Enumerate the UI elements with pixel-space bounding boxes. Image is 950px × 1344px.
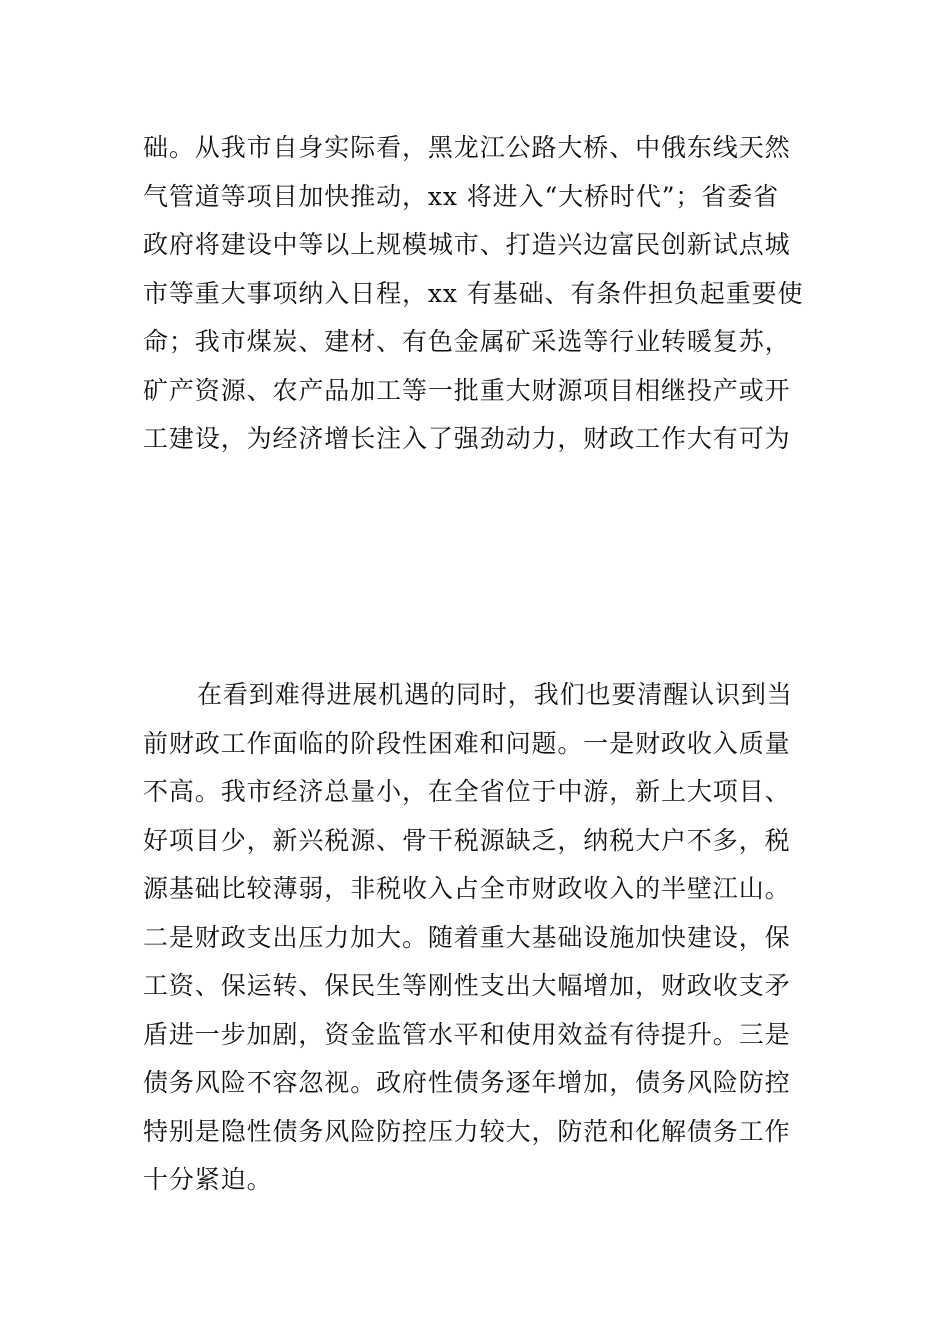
text-line: 源基础比较薄弱，非税收入占全市财政收入的半壁江山。 [143,874,791,903]
text-line-first-indented: 在看到难得进展机遇的同时，我们也要清醒认识到当 [197,680,793,709]
text-line: 盾进一步加剧，资金监管水平和使用效益有待提升。三是 [143,1019,791,1049]
text-line: 债务风险不容忽视。政府性债务逐年增加，债务风险防控 [143,1068,791,1097]
paragraph-opportunities-continued [143,124,813,464]
text-line: 市等重大事项纳入日程，xx 有基础、有条件担负起重要使 [143,278,804,308]
text-line: 工建设，为经济增长注入了强劲动力，财政工作大有可为 [143,424,791,453]
text-line: 不高。我市经济总量小，在全省位于中游，新上大项目、 [143,777,791,806]
text-line: 命；我市煤炭、建材、有色金属矿采选等行业转暖复苏， [143,327,791,356]
text-line: 政府将建设中等以上规模城市、打造兴边富民创新试点城 [143,230,791,259]
paragraph-difficulties [143,671,813,1205]
text-line: 气管道等项目加快推动，xx 将进入“大桥时代”；省委省 [143,181,780,211]
text-line: 前财政工作面临的阶段性困难和问题。一是财政收入质量 [143,728,791,758]
text-line: 十分紧迫。 [143,1165,273,1194]
text-line: 矿产资源、农产品加工等一批重大财源项目相继投产或开 [143,375,791,405]
text-line: 工资、保运转、保民生等刚性支出大幅增加，财政收支矛 [143,971,791,1000]
text-line: 特别是隐性债务风险防控压力较大，防范和化解债务工作 [143,1116,791,1146]
text-line: 二是财政支出压力加大。随着重大基础设施加快建设，保 [143,922,791,952]
text-line: 础。从我市自身实际看，黑龙江公路大桥、中俄东线天然 [143,133,791,162]
text-line: 好项目少，新兴税源、骨干税源缺乏，纳税大户不多，税 [143,825,791,855]
